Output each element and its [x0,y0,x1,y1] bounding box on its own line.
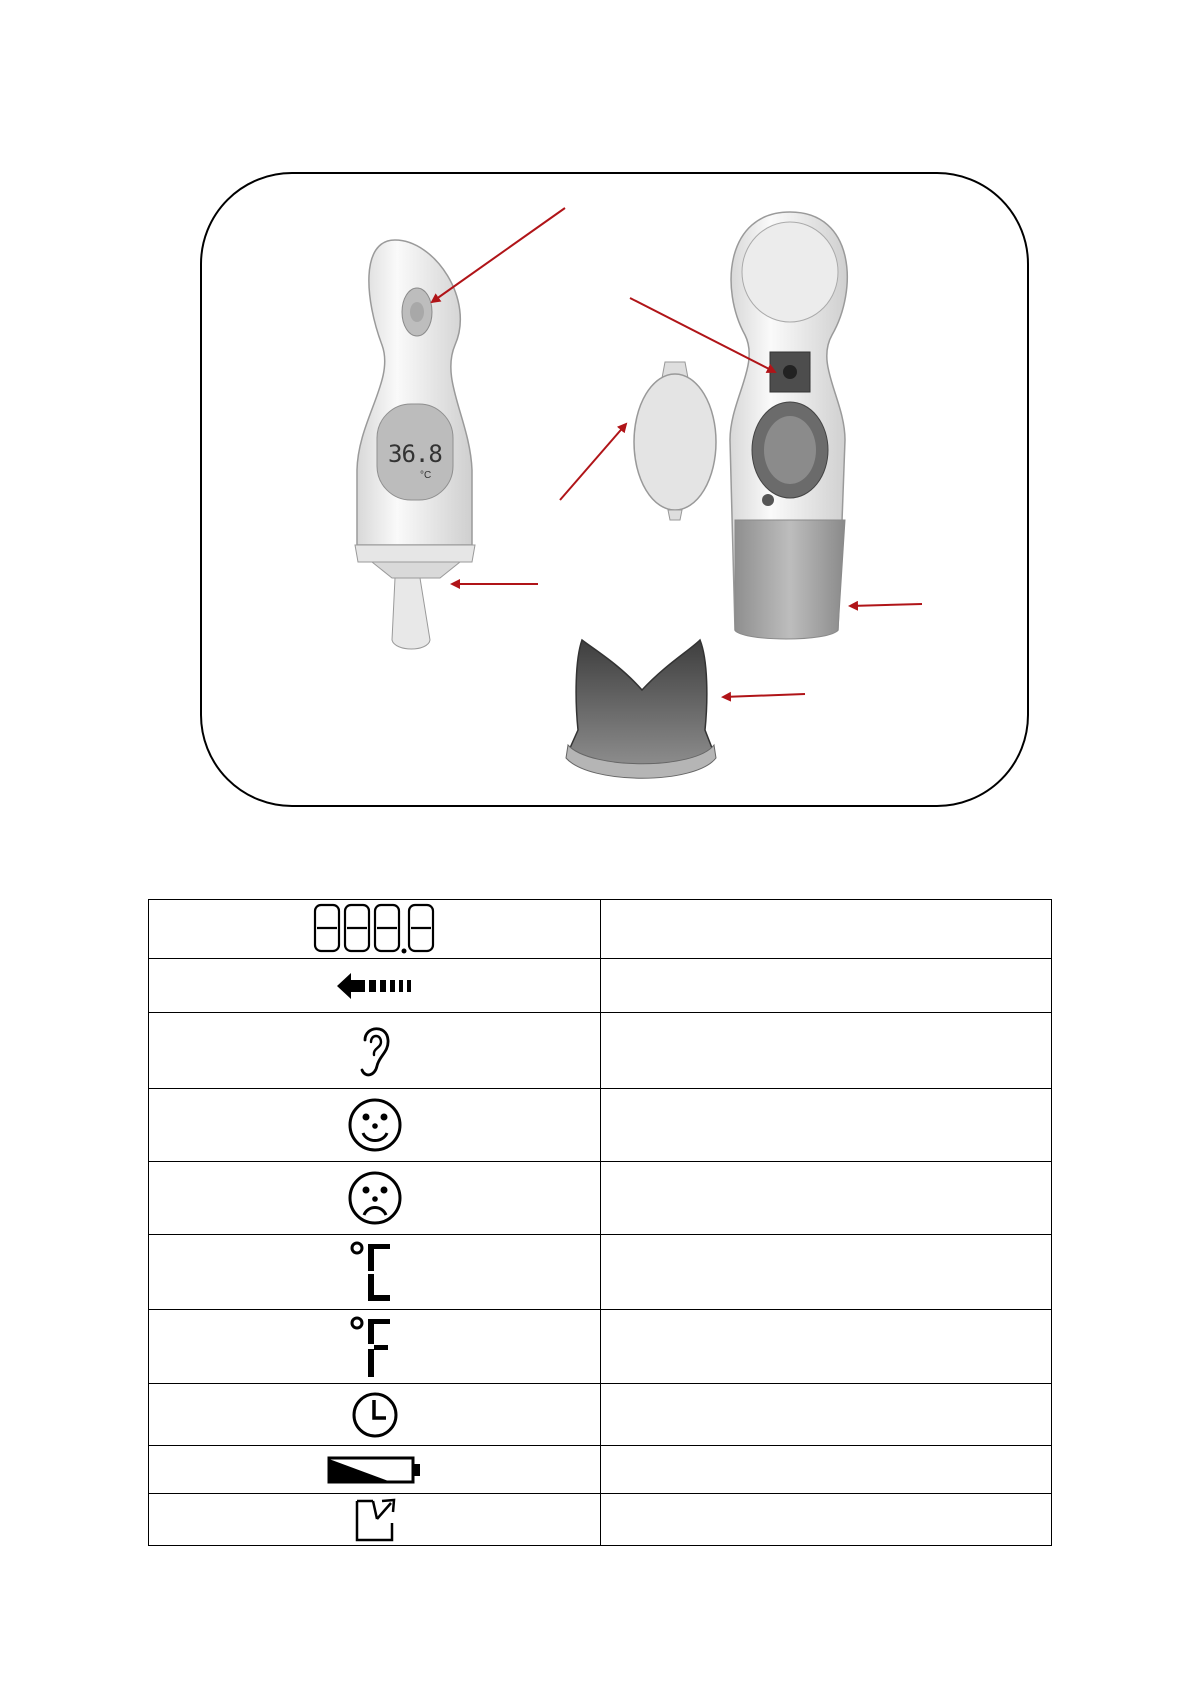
table-row [149,1235,1052,1310]
clock-icon [350,1390,400,1440]
product-figure [0,0,1191,820]
fahrenheit-icon [350,1315,400,1379]
table-row [149,1494,1052,1546]
smiley-face-icon [347,1097,403,1153]
table-cell-description [601,900,1052,959]
memory-recall-icon [353,1497,397,1543]
dashed-left-arrow-icon [335,971,415,1001]
table-cell-description [601,959,1052,1013]
lcd-digits-icon [313,903,437,955]
table-cell-description [601,1384,1052,1446]
callout-arrow-cover [560,424,626,500]
table-row [149,959,1052,1013]
table-cell-description [601,1235,1052,1310]
table-cell-description [601,1162,1052,1235]
table-cell-description [601,1013,1052,1089]
battery-cover [634,362,716,520]
thermometer-back-view [730,212,847,639]
display-reading: 36.8 [388,440,442,468]
table-row [149,900,1052,959]
table-row [149,1089,1052,1162]
table-cell-description [601,1310,1052,1384]
callout-arrow-cap [850,604,922,606]
ear-icon [357,1022,393,1080]
table-cell-description [601,1089,1052,1162]
table-row [149,1013,1052,1089]
grey-cap [735,520,845,639]
table-cell-description [601,1446,1052,1494]
thermometer-front-view [355,240,475,649]
probe-cover-holder [566,640,716,778]
callout-arrow-button [432,208,565,302]
table-row [149,1384,1052,1446]
table-row [149,1162,1052,1235]
table-row [149,1446,1052,1494]
low-battery-icon [327,1455,423,1485]
display-unit: °C [420,470,432,481]
callout-arrow-holder [723,694,805,697]
sad-face-icon [347,1170,403,1226]
symbols-table [148,899,1052,1546]
celsius-icon [350,1240,400,1304]
table-row [149,1310,1052,1384]
table-cell-description [601,1494,1052,1546]
